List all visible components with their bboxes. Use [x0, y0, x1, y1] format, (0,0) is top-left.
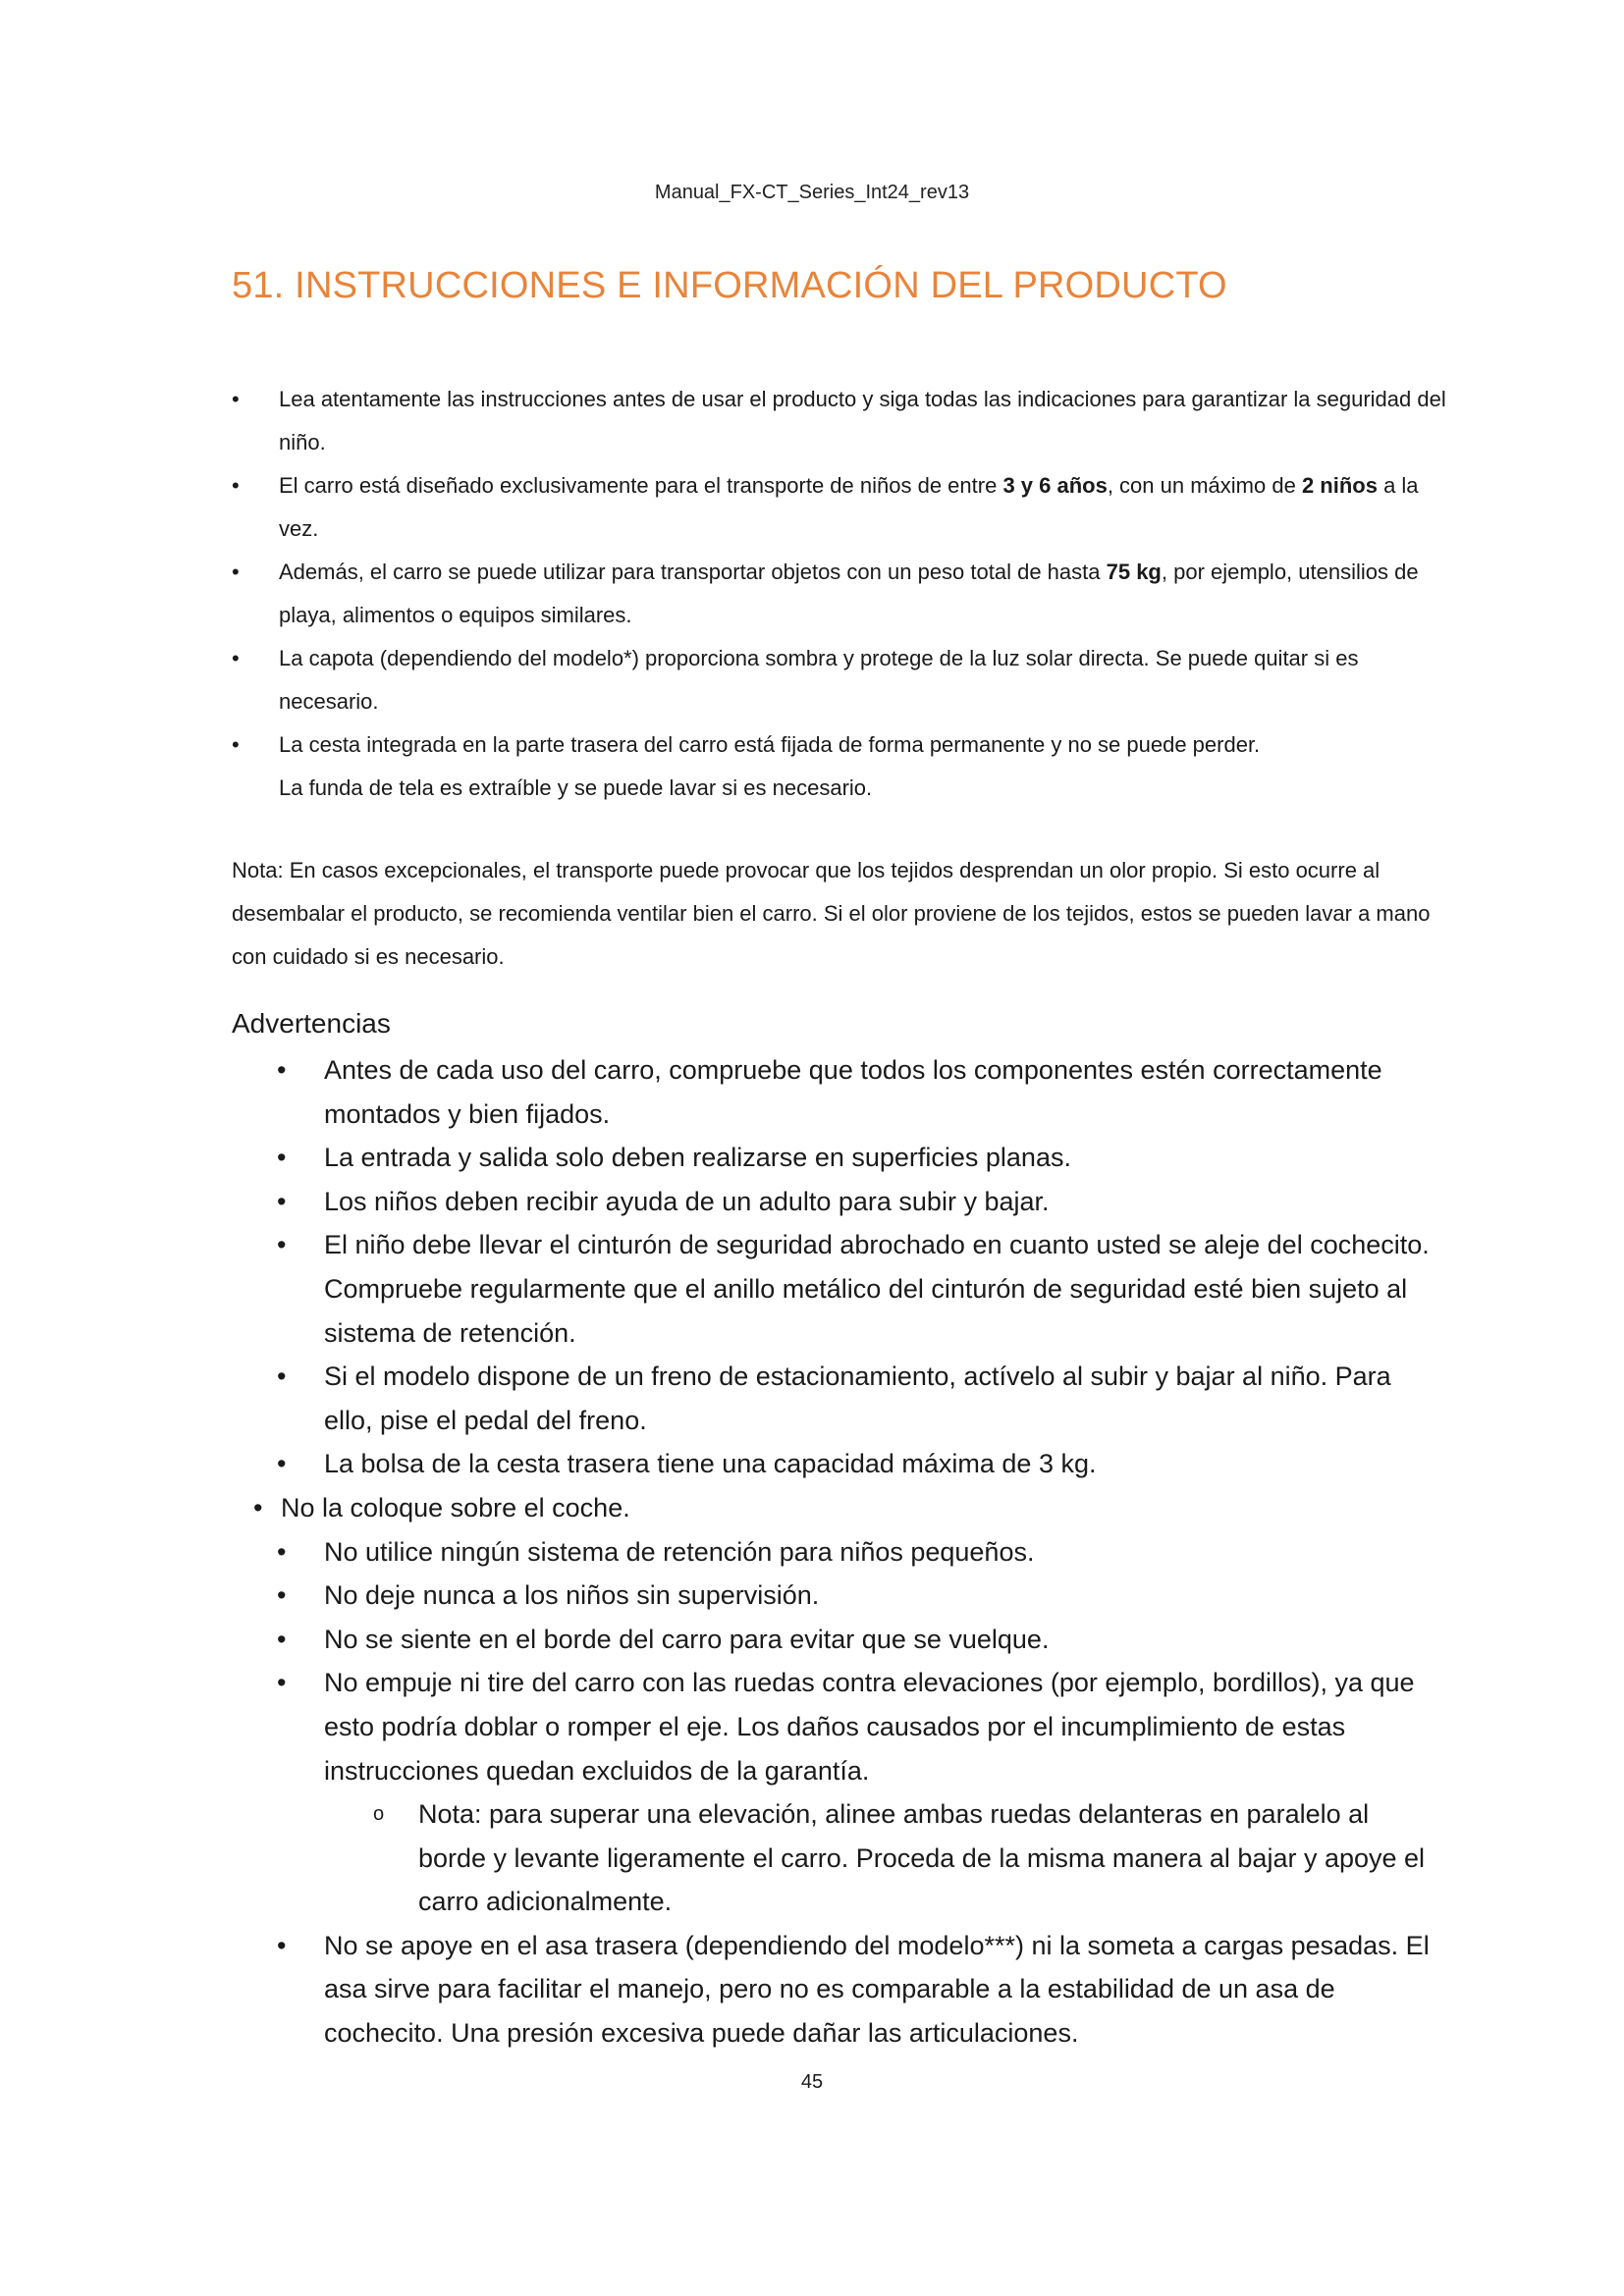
- bullet-icon: •: [277, 1055, 287, 1085]
- bullet-icon: •: [277, 1186, 287, 1216]
- intro-list: [232, 378, 1449, 810]
- list-item: • Antes de cada uso del carro, compruebe que todos los componentes estén correctamente montados y bien fijados.: [277, 1048, 1435, 1136]
- warnings-heading: Advertencias: [232, 1008, 391, 1039]
- bullet-icon: •: [277, 1143, 287, 1173]
- note-paragraph: Nota: En casos excepcionales, el transporte puede provocar que los tejidos desprendan un olor propio. Si esto ocurre al desembalar el producto, se recomienda ventilar bien el carro. Si el olor proviene de los tejidos, estos se pueden lavar a mano con cuidado si es necesario.: [232, 858, 1431, 969]
- bullet-icon: •: [232, 387, 240, 411]
- bullet-icon: •: [277, 1230, 287, 1260]
- list-item: • Si el modelo dispone de un freno de estacionamiento, actívelo al subir y bajar al niño. Para ello, pise el pedal del freno.: [277, 1355, 1435, 1442]
- list-item: • No la coloque sobre el coche.: [253, 1486, 1435, 1530]
- sub-list-item: o Nota: para superar una elevación, alinee ambas ruedas delanteras en paralelo al borde y levante ligeramente el carro. Proceda de la misma manera al bajar y apoye el carro adicionalmente.: [277, 1792, 1435, 1924]
- bullet-icon: •: [232, 732, 240, 757]
- warnings-list: [253, 1048, 1435, 2056]
- list-item: • Los niños deben recibir ayuda de un adulto para subir y bajar.: [277, 1180, 1435, 1224]
- bullet-icon: •: [277, 1449, 287, 1479]
- list-item: • Además, el carro se puede utilizar para transportar objetos con un peso total de hasta 75 kg, por ejemplo, utensilios de playa, alimentos o equipos similares.: [232, 551, 1449, 637]
- page-number: 45: [800, 2071, 824, 2093]
- bullet-icon: •: [277, 1362, 287, 1392]
- list-item: • No se apoye en el asa trasera (dependiendo del modelo***) ni la someta a cargas pesadas. El asa sirve para facilitar el manejo, pero no es comparable a la estabilidad de un asa de cochecito. Una presión excesiva puede dañar las articulaciones.: [277, 1924, 1435, 2056]
- running-header: Manual_FX-CT_Series_Int24_rev13: [654, 182, 970, 203]
- bullet-icon: •: [232, 560, 240, 584]
- list-item: • La cesta integrada en la parte trasera del carro está fijada de forma permanente y no se puede perder. La funda de tela es extraíble y se puede lavar si es necesario.: [232, 723, 1449, 810]
- bullet-icon: •: [253, 1492, 263, 1522]
- bullet-icon: •: [232, 646, 240, 670]
- list-item: • El carro está diseñado exclusivamente para el transporte de niños de entre 3 y 6 años, con un máximo de 2 niños a la vez.: [232, 464, 1449, 551]
- list-item: • Lea atentamente las instrucciones antes de usar el producto y siga todas las indicaciones para garantizar la seguridad del niño.: [232, 378, 1449, 464]
- bullet-icon: •: [232, 473, 240, 498]
- list-item: • No se siente en el borde del carro para evitar que se vuelque.: [277, 1618, 1435, 1662]
- section-title: 51. INSTRUCCIONES E INFORMACIÓN DEL PRODUCTO: [232, 265, 1227, 306]
- list-item: • No utilice ningún sistema de retención para niños pequeños.: [277, 1530, 1435, 1575]
- list-item: • La bolsa de la cesta trasera tiene una capacidad máxima de 3 kg.: [277, 1442, 1435, 1486]
- max-children: 2 niños: [1301, 473, 1378, 498]
- circle-bullet-icon: o: [373, 1803, 385, 1826]
- bullet-icon: •: [277, 1668, 287, 1698]
- max-weight: 75 kg: [1106, 560, 1162, 584]
- bullet-icon: •: [277, 1930, 287, 1960]
- list-item: • La capota (dependiendo del modelo*) proporciona sombra y protege de la luz solar directa. Se puede quitar si es necesario.: [232, 637, 1449, 723]
- list-item: • No empuje ni tire del carro con las ruedas contra elevaciones (por ejemplo, bordillos), ya que esto podría doblar o romper el eje. Los daños causados por el incumplimiento de estas instrucciones quedan excluidos de la garantía.: [277, 1661, 1435, 1792]
- bullet-icon: •: [277, 1580, 287, 1611]
- bullet-icon: •: [277, 1624, 287, 1654]
- list-item: • No deje nunca a los niños sin supervisión.: [277, 1574, 1435, 1618]
- bullet-icon: •: [277, 1536, 287, 1567]
- list-item: • El niño debe llevar el cinturón de seguridad abrochado en cuanto usted se aleje del cochecito. Compruebe regularmente que el anillo metálico del cinturón de seguridad esté bien sujeto al sistema de retención.: [277, 1223, 1435, 1355]
- list-item: • La entrada y salida solo deben realizarse en superficies planas.: [277, 1136, 1435, 1180]
- note-label: Nota:: [232, 858, 284, 882]
- age-range: 3 y 6 años: [1002, 473, 1108, 498]
